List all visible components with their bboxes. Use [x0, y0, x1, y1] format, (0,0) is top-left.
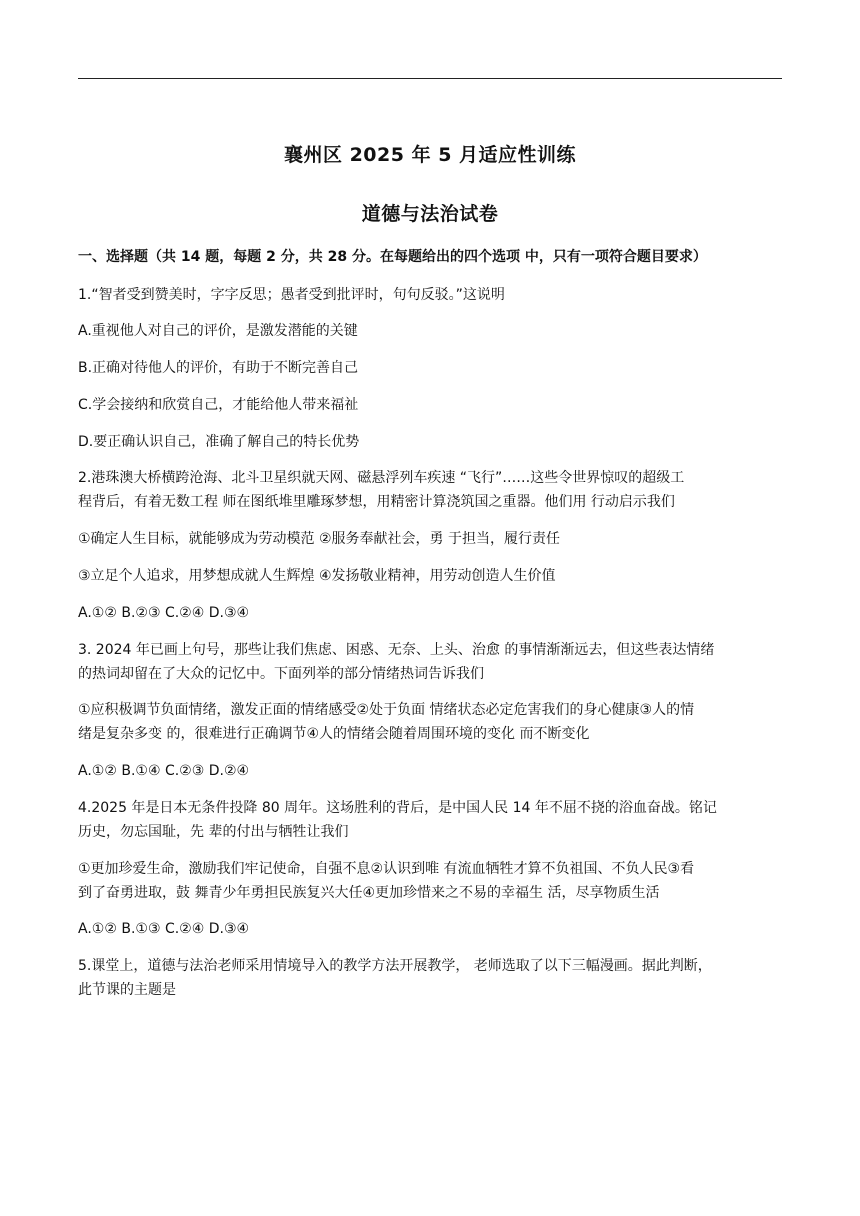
q5-stem-line2: 此节课的主题是: [78, 982, 176, 998]
q2-stem-line2: 程背后，有着无数工程 师在图纸堆里雕琢梦想，用精密计算浇筑国之重器。他们用 行动启示我们: [78, 494, 675, 510]
q4-options-line2: 到了奋勇进取，鼓 舞青少年勇担民族复兴大任④更加珍惜来之不易的幸福生 活，尽享物质生活: [78, 885, 660, 901]
q3-options-line2: 绪是复杂多变 的，很难进行正确调节④人的情绪会随着周围环境的变化 而不断变化: [78, 726, 590, 742]
q3-options-line1: ①应积极调节负面情绪，激发正面的情绪感受②处于负面 情绪状态必定危害我们的身心健康③人的情: [78, 702, 695, 718]
q5-stem-line1: 5.课堂上，道德与法治老师采用情境导入的教学方法开展教学， 老师选取了以下三幅漫画。据此判断，: [78, 958, 712, 974]
q1-option-b: B.正确对待他人的评价，有助于不断完善自己: [78, 360, 359, 376]
q3-answers: A.①② B.①④ C.②③ D.②④: [78, 763, 250, 779]
q1-option-a: A.重视他人对自己的评价，是激发潜能的关键: [78, 323, 358, 339]
q2-answers: A.①② B.②③ C.②④ D.③④: [78, 605, 250, 621]
q4-options-line1: ①更加珍爱生命，激励我们牢记使命，自强不息②认识到唯 有流血牺牲才算不负祖国、不负人民③看: [78, 861, 695, 877]
q1-stem: 1.“智者受到赞美时，字字反思；愚者受到批评时，句句反驳。”这说明: [78, 287, 505, 303]
q1-option-c: C.学会接纳和欣赏自己，才能给他人带来福祉: [78, 397, 359, 413]
q2-options-line2: ③立足个人追求，用梦想成就人生辉煌 ④发扬敬业精神，用劳动创造人生价值: [78, 568, 556, 584]
q4-answers: A.①② B.①③ C.②④ D.③④: [78, 921, 250, 937]
q3-stem-line2: 的热词却留在了大众的记忆中。下面列举的部分情绪热词告诉我们: [78, 666, 484, 682]
q4-stem-line2: 历史，勿忘国耻，先 辈的付出与牺牲让我们: [78, 824, 349, 840]
header-rule: [78, 78, 782, 79]
q2-options-line1: ①确定人生目标，就能够成为劳动模范 ②服务奉献社会，勇 于担当，履行责任: [78, 531, 560, 547]
q2-stem-line1: 2.港珠澳大桥横跨沧海、北斗卫星织就天网、磁悬浮列车疾速 “飞行”……这些令世界惊叹的超级工: [78, 470, 685, 486]
q3-stem-line1: 3. 2024 年已画上句号，那些让我们焦虑、困惑、无奈、上头、治愈 的事情渐渐远去，但这些表达情绪: [78, 642, 715, 658]
section-heading: 一、选择题（共 14 题，每题 2 分，共 28 分。在每题给出的四个选项 中，只有一项符合题目要求）: [78, 249, 707, 265]
exam-title: 襄州区 2025 年 5 月适应性训练: [283, 144, 577, 166]
q1-option-d: D.要正确认识自己，准确了解自己的特长优势: [78, 434, 360, 450]
q4-stem-line1: 4.2025 年是日本无条件投降 80 周年。这场胜利的背后，是中国人民 14 年不屈不挠的浴血奋战。铭记: [78, 800, 717, 816]
exam-subtitle: 道德与法治试卷: [361, 203, 499, 225]
